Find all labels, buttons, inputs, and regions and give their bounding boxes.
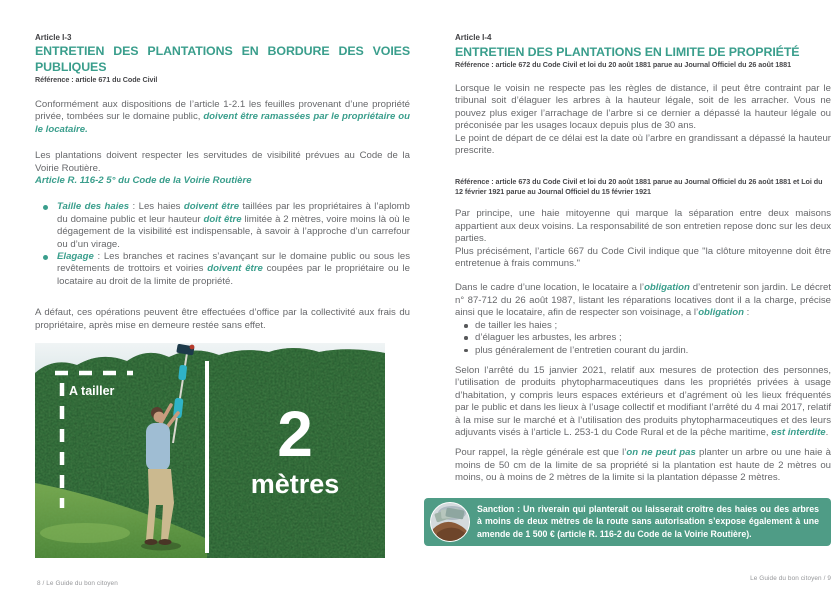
two-metres-line: [205, 361, 209, 553]
article-number-left: Article I-3: [35, 33, 72, 42]
page-left: [35, 30, 410, 558]
reference-right-2: Référence : article 673 du Code Civil et loi du 20 août 1881 parue au Journal Officiel du 26 août 1881 et Loi du 12 février 1921 parue au Journal Officiel du 15 février 1921: [455, 177, 823, 197]
paragraph: [455, 208, 831, 270]
list-item: plus généralement de l’entretien courant du jardin.: [475, 345, 831, 357]
hedge-photo-illustration: [35, 343, 385, 558]
paragraph: Dans le cadre d’une location, le locataire a l’obligation d’entretenir son jardin. Le décret n° 87-712 du 26 août 1987, listant les réparations locatives dont il a la charge, précise ainsi que le locataire, afin de respecter son voisinage, a l’obligation :: [455, 282, 831, 319]
sanction-text: Sanction : Un riverain qui planterait ou laisserait croître des haies ou des arbres à moins de deux mètres de la route sans autorisation s’expose également à une amende de 1 500 € (article R. 116-2 du Code de la Voirie Routière).: [477, 503, 819, 539]
reference-right-1: Référence : article 672 du Code Civil et loi du 20 août 1881 parue au Journal Officiel du 26 août 1881: [455, 60, 792, 69]
paragraph: Pour rappel, la règle générale est que l’on ne peut pas planter un arbre ou une haie à moins de 50 cm de la limite de sa propriété si la plantation est haute de 2 mètres ou moins, ou à moins de 2 mètres de la limite si la plantation dépasse 2 mètres.: [455, 447, 831, 484]
measure-number-label: 2: [277, 398, 313, 471]
hedge-trimming-photo: [35, 343, 385, 558]
list-item: Taille des haies : Les haies doivent être taillées par les propriétaires à l’aplomb du domaine public et leur hauteur doit être limitée à 2 mètres, voire moins là où le dégagement de la visibilité est indispensable, à savoir à l’approche d’un carrefour ou d’un virage.: [57, 201, 410, 250]
list-item: d’élaguer les arbustes, les arbres ;: [475, 332, 831, 344]
measure-unit-label: mètres: [250, 469, 340, 500]
page-footer-right: Le Guide du bon citoyen / 9: [750, 575, 831, 582]
paragraph: Selon l’arrêté du 15 janvier 2021, relatif aux mesures de protection des personnes, l’utilisation de produits phytopharmaceutiques dans les propriétés privées à usage d’habitation, y compris leurs espaces extérieurs et d’agrément où les lieux fréquentés par le public et dans les lieux à l’usage collectif et modifiant l’arrêté du 4 mai 2017, relatif à la mise sur le marché et à l’utilisation des produits phytopharmaceutiques et des leurs adjuvants visés à l’article L. 253-1 du Code Rural et de la pêche maritime, est interdite.: [455, 364, 831, 438]
page-title-left: ENTRETIEN DES PLANTATIONS EN BORDURE DES VOIES PUBLIQUES: [35, 44, 410, 74]
page-title-right: ENTRETIEN DES PLANTATIONS EN LIMITE DE PROPRIÉTÉ: [455, 45, 800, 59]
list-item: Elagage : Les branches et racines s’avançant sur le domaine public ou sous les revêtements de trottoirs et voiries doivent être coupées par le propriétaire ou le locataire au droit de la limite de propriété.: [57, 251, 410, 287]
paragraph-text: Par principe, une haie mitoyenne qui marque la séparation entre deux maisons appartient aux deux voisins. La responsabilité de son entretien repose donc sur les deux parties.: [455, 208, 831, 245]
bullet-list-right: [455, 320, 831, 357]
page-footer-left: 8 / Le Guide du bon citoyen: [37, 580, 118, 587]
sanction-banner: [424, 498, 831, 546]
paragraph-text: Plus précisément, l’article 667 du Code Civil indique que "la clôture mitoyenne doit être entretenue à frais communs.": [455, 245, 831, 270]
paragraph-text: Lorsque le voisin ne respecte pas les règles de distance, il peut être contraint par le tribunal soit d’élaguer les arbres à la hauteur légale, soit de les arracher. Vous ne pouvez plus exiger l’arrachage de l’arbre si ce dernier a dépassé la hauteur légale ou préconisée par les usages locaux depuis plus de 30 ans.: [455, 83, 831, 132]
paragraph: [455, 83, 831, 157]
paragraph-text: Le point de départ de ce délai est la date où l’arbre en grandissant a dépassé la hauteur prescrite.: [455, 132, 831, 157]
article-number-right: Article I-4: [455, 33, 492, 42]
bullet-list-left: [35, 201, 410, 288]
paragraph: A défaut, ces opérations peuvent être effectuées d’office par la collectivité aux frais du propriétaire, après mise en demeure restée sans effet.: [35, 307, 410, 331]
paragraph: Conformément aux dispositions de l’article 1-2.1 les feuilles provenant d’une propriété privée, tombées sur le domaine public, doivent être ramassées par le propriétaire ou le locataire.: [35, 99, 410, 135]
article-reference-line: Article R. 116-2 5° du Code de la Voirie Routière: [35, 175, 252, 187]
a-tailler-label: A tailler: [69, 384, 115, 399]
fine-money-photo-icon: [430, 502, 470, 542]
page-right: [455, 30, 831, 546]
list-item: de tailler les haies ;: [475, 320, 831, 332]
reference-left: Référence : article 671 du Code Civil: [35, 75, 158, 84]
paragraph: Les plantations doivent respecter les servitudes de visibilité prévues au Code de la Voirie Routière.: [35, 150, 410, 174]
